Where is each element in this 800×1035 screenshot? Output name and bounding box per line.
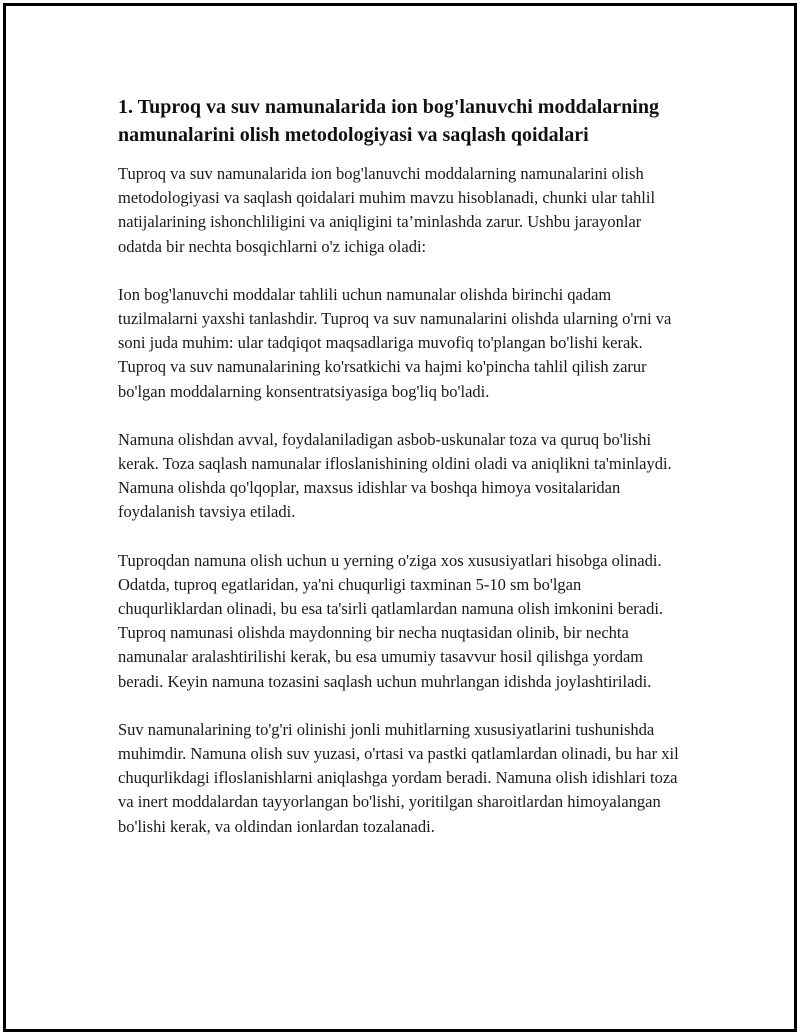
paragraph-equipment: Namuna olishdan avval, foydalaniladigan asbob-uskunalar toza va quruq bo'lishi kerak. Toza saqlash namunalar ifloslanishining oldini oladi va aniqlikni ta'minlaydi. Namuna olishda qo'lqoplar, maxsus idishlar va boshqa himoya vositalaridan foydalanish tavsiya etiladi. [118,429,672,522]
document-content [118,94,686,863]
paragraph-sampling-structure: Ion bog'lanuvchi moddalar tahlili uchun namunalar olishda birinchi qadam tuzilmalarni yaxshi tanlashdir. Tuproq va suv namunalarini olishda ularning o'rni va soni juda muhim: ular tadqiqot maqsadlariga muvofiq to'plangan bo'lishi kerak. Tuproq va suv namunalarining ko'rsatkichi va hajmi ko'pincha tahlil qilish zarur bo'lgan moddalarning konsentratsiyasiga bog'liq bo'ladi. [118,284,672,401]
page-title: 1. Tuproq va suv namunalarida ion bog'lanuvchi moddalarning namunalarini olish metodologiyasi va saqlash qoidalari [118,96,659,146]
paragraph-intro: Tuproq va suv namunalarida ion bog'lanuvchi moddalarning namunalarini olish metodologiyasi va saqlash qoidalari muhim mavzu hisoblanadi, chunki ular tahlil natijalarining ishonchliligini va aniqligini ta’minlashda zarur. Ushbu jarayonlar odatda bir nechta bosqichlarni o'z ichiga oladi: [118,164,656,256]
paragraph-water-sampling: Suv namunalarining to'g'ri olinishi jonli muhitlarning xususiyatlarini tushunishda muhimdir. Namuna olish suv yuzasi, o'rtasi va pastki qatlamlardan olinadi, bu har xil chuqurlikdagi ifloslanishlarni aniqlashga yordam beradi. Namuna olish idishlari toza va inert moddalardan tayyorlangan bo'lishi, yoritilgan sharoitlardan himoyalangan bo'lishi kerak, va oldindan ionlardan tozalanadi. [118,719,679,836]
paragraph-soil-sampling: Tuproqdan namuna olish uchun u yerning o'ziga xos xususiyatlari hisobga olinadi. Odatda, tuproq egatlaridan, ya'ni chuqurligi taxminan 5-10 sm bo'lgan chuqurliklardan olinadi, bu esa ta'sirli qatlamlardan namuna olish imkonini beradi. Tuproq namunasi olishda maydonning bir necha nuqtasidan olinib, bir nechta namunalar aralashtirilishi kerak, bu esa umumiy tasavvur hosil qilishga yordam beradi. Keyin namuna tozasini saqlash uchun muhrlangan idishda joylashtiriladi. [118,550,664,691]
